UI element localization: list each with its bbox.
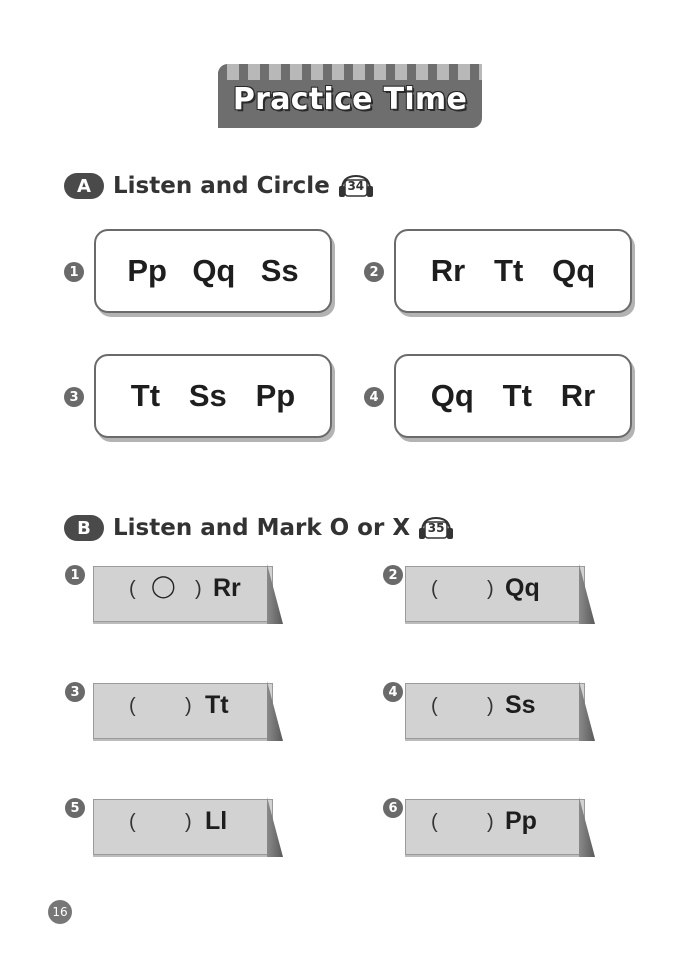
letter-option[interactable]: Qq [430, 378, 474, 413]
card-side [267, 681, 283, 741]
answer-card [405, 681, 595, 741]
answer-mark[interactable]: ◯ [151, 574, 176, 599]
open-paren: ( [431, 695, 438, 717]
section-a-header [64, 170, 374, 202]
letter-choice-box [394, 229, 632, 313]
close-paren: ) [185, 695, 192, 717]
answer-mark[interactable] [463, 809, 485, 831]
open-paren: ( [129, 811, 136, 833]
track-number: 35 [427, 521, 445, 535]
close-paren: ) [487, 695, 494, 717]
letter-option[interactable]: Ss [260, 253, 299, 288]
open-paren: ( [431, 578, 438, 600]
section-a-title: Listen and Circle [113, 173, 330, 199]
card-letter: Rr [213, 574, 241, 602]
card-side [267, 564, 283, 624]
letter-choice-box [394, 354, 632, 438]
item-number: 2 [383, 565, 403, 585]
letter-option[interactable]: Tt [502, 378, 532, 413]
open-paren: ( [431, 811, 438, 833]
item-number: 2 [364, 262, 384, 282]
letter-option[interactable]: Tt [130, 378, 161, 413]
section-b-header [64, 512, 454, 544]
headphones-icon [338, 172, 374, 200]
letter-option[interactable]: Ss [188, 378, 227, 413]
item-number: 4 [364, 387, 384, 407]
item-number: 1 [65, 565, 85, 585]
close-paren: ) [195, 578, 202, 600]
banner-stripe [218, 64, 482, 80]
letter-option[interactable]: Rr [430, 253, 466, 288]
section-b-badge: B [64, 515, 104, 541]
open-paren: ( [129, 578, 136, 600]
letter-option[interactable]: Qq [552, 253, 596, 288]
item-number: 5 [65, 798, 85, 818]
open-paren: ( [129, 695, 136, 717]
card-letter: Ll [205, 807, 228, 835]
answer-mark[interactable] [151, 693, 173, 715]
card-letter: Pp [505, 807, 537, 835]
letter-option[interactable]: Pp [127, 253, 167, 288]
answer-card [93, 681, 283, 741]
headphones-icon [418, 514, 454, 542]
item-number: 3 [65, 682, 85, 702]
letter-option[interactable]: Rr [560, 378, 596, 413]
answer-card [93, 564, 283, 624]
answer-card [405, 797, 595, 857]
letter-option[interactable]: Tt [494, 253, 524, 288]
answer-card [93, 797, 283, 857]
item-number: 6 [383, 798, 403, 818]
track-number: 34 [347, 179, 365, 193]
card-letter: Ss [505, 691, 536, 719]
page-title: Practice Time [232, 82, 468, 117]
card-letter: Tt [205, 691, 229, 719]
card-face [93, 566, 273, 622]
card-face [93, 799, 273, 855]
answer-card [405, 564, 595, 624]
letter-option[interactable]: Pp [255, 378, 296, 413]
section-a-badge: A [64, 173, 104, 199]
title-banner [218, 64, 482, 128]
close-paren: ) [487, 811, 494, 833]
letter-choice-box [94, 354, 332, 438]
card-letter: Qq [505, 574, 540, 602]
card-side [267, 797, 283, 857]
card-face [93, 683, 273, 739]
answer-mark[interactable] [463, 693, 485, 715]
item-number: 4 [383, 682, 403, 702]
close-paren: ) [487, 578, 494, 600]
answer-mark[interactable] [463, 576, 485, 598]
letter-choice-box [94, 229, 332, 313]
page-number: 16 [48, 900, 72, 924]
section-b-title: Listen and Mark O or X [113, 515, 411, 541]
item-number: 1 [64, 262, 84, 282]
letter-option[interactable]: Qq [192, 253, 236, 288]
close-paren: ) [185, 811, 192, 833]
item-number: 3 [64, 387, 84, 407]
answer-mark[interactable] [151, 809, 173, 831]
